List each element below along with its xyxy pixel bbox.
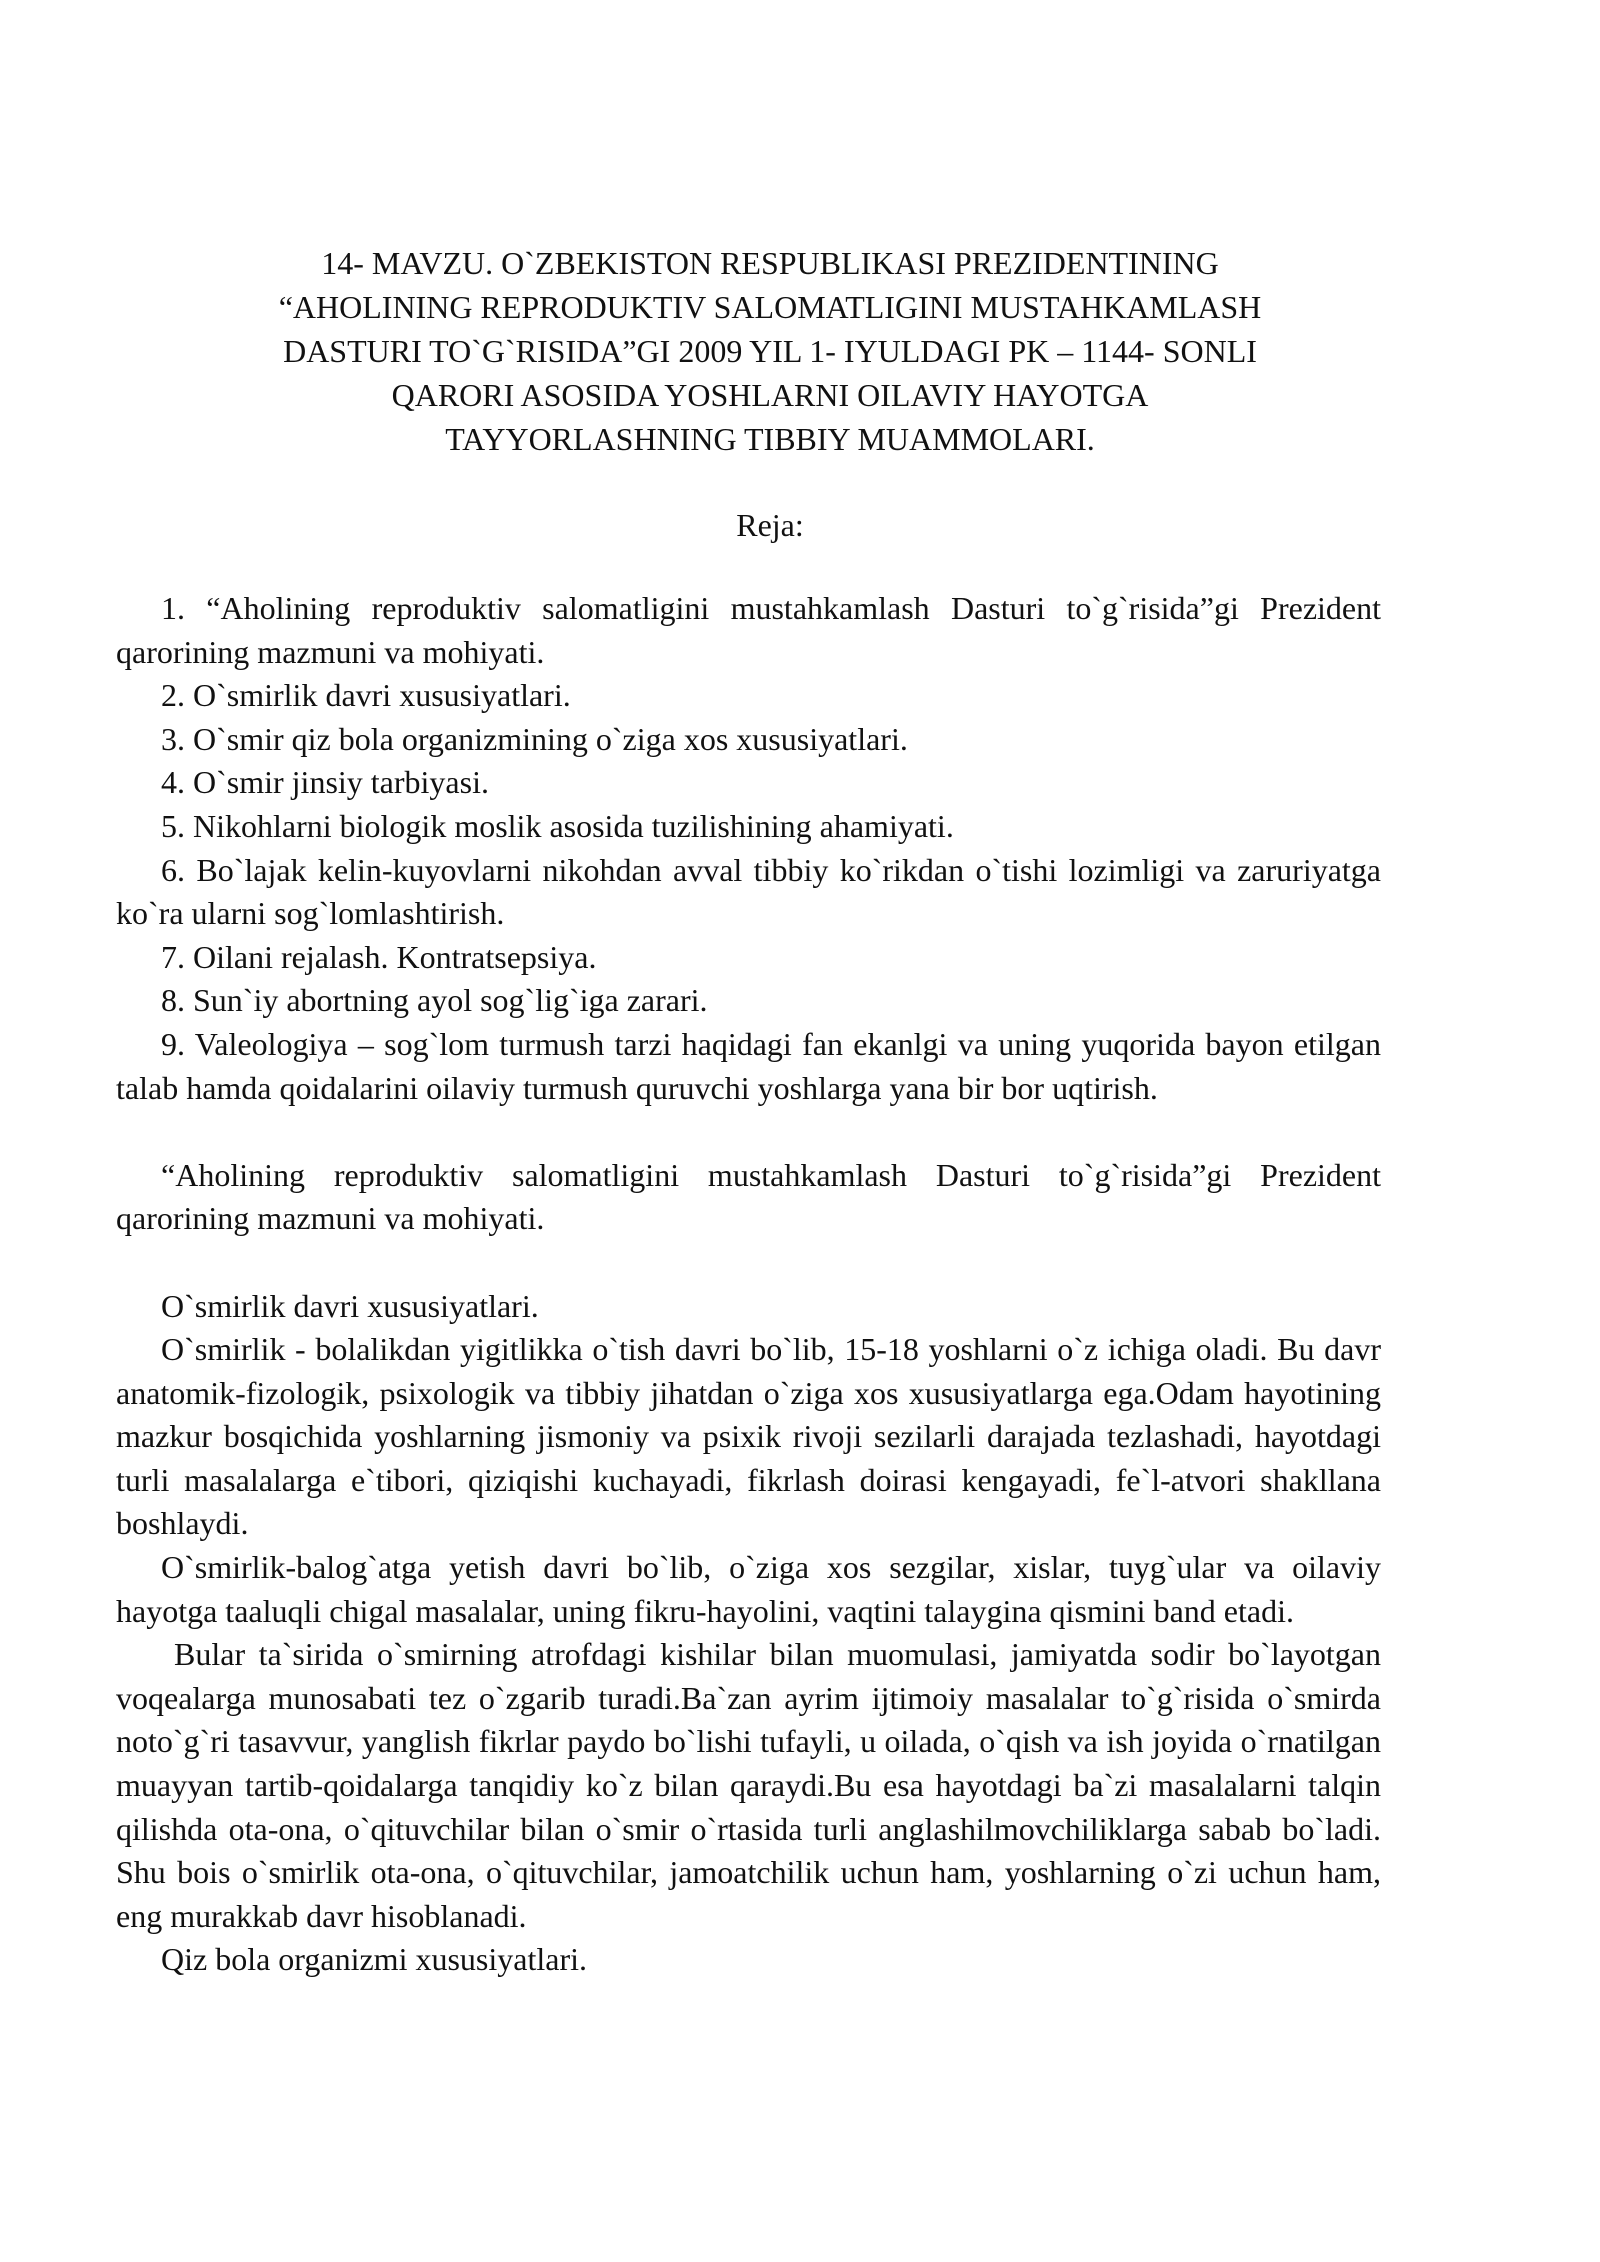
title-line: “AHOLINING REPRODUKTIV SALOMATLIGINI MUSTAHKAMLASH <box>278 289 1262 325</box>
body-paragraph-3: Bular ta`sirida o`smirning atrofdagi kishilar bilan muomulasi, jamiyatda sodir bo`layotgan voqealarga munosabati tez o`zgarib turadi.Ba`zan ayrim ijtimoiy masalalar to`g`risida o`smirda noto`g`ri tasavvur, yanglish fikrlar paydo bo`lishi tufayli, u oilada, o`qish va ish joyida o`rnatilgan muayyan tartib-qoidalarga tanqidiy ko`z bilan qaraydi.Bu esa hayotdagi ba`zi masalalarni talqin qilishda ota-ona, o`qituvchilar bilan o`smir o`rtasida turli anglashilmovchiliklarga sabab bo`ladi. Shu bois o`smirlik ota-ona, o`qituvchilar, jamoatchilik uchun ham, yoshlarning o`zi uchun ham, eng murakkab davr hisoblanadi. <box>116 1636 1381 1934</box>
plan-item-2: 2. O`smirlik davri xususiyatlari. <box>161 677 571 714</box>
body-paragraph-1: O`smirlik - bolalikdan yigitlikka o`tish davri bo`lib, 15-18 yoshlarni o`z ichiga oladi. Bu davr anatomik-fizologik, psixologik va tibbiy jihatdan o`ziga xos xususiyatlarga ega.Odam hayotining mazkur bosqichida yoshlarning jismoniy va psixik rivoji sezilarli darajada tezlashadi, hayotdagi turli masalalarga e`tibori, qiziqishi kuchayadi, fikrlash doirasi kengayadi, fe`l-atvori shakllana boshlaydi. <box>116 1331 1381 1542</box>
spacer <box>116 1110 1381 1154</box>
plan-item-3: 3. O`smir qiz bola organizmining o`ziga xos xususiyatlari. <box>161 720 908 757</box>
section-heading-2: O`smirlik davri xususiyatlari. <box>161 1287 539 1324</box>
title-line: 14- MAVZU. O`ZBEKISTON RESPUBLIKASI PREZIDENTINING <box>321 245 1219 281</box>
body-paragraph-2: O`smirlik-balog`atga yetish davri bo`lib, o`ziga xos sezgilar, xislar, tuyg`ular va oilaviy hayotga taaluqli chigal masalalar, uning fikru-hayolini, vaqtini talaygina qismini band etadi. <box>116 1549 1381 1629</box>
title-line: TAYYORLASHNING TIBBIY MUAMMOLARI. <box>445 421 1095 457</box>
plan-item-8: 8. Sun`iy abortning ayol sog`lig`iga zarari. <box>161 982 708 1019</box>
plan-item-1: 1. “Aholining reproduktiv salomatligini mustahkamlash Dasturi to`g`risida”gi Prezident qarorining mazmuni va mohiyati. <box>116 590 1381 670</box>
plan-item-5: 5. Nikohlarni biologik moslik asosida tuzilishining ahamiyati. <box>161 807 954 844</box>
document-body <box>116 587 1381 1982</box>
document-title <box>170 241 1370 461</box>
plan-item-4: 4. O`smir jinsiy tarbiyasi. <box>161 764 489 801</box>
spacer <box>116 1241 1381 1285</box>
plan-item-7: 7. Oilani rejalash. Kontratsepsiya. <box>161 938 597 975</box>
plan-heading: Reja: <box>736 507 804 543</box>
section-heading-3: Qiz bola organizmi xususiyatlari. <box>161 1941 587 1978</box>
plan-item-9: 9. Valeologiya – sog`lom turmush tarzi haqidagi fan ekanlgi va uning yuqorida bayon etilgan talab hamda qoidalarini oilaviy turmush quruvchi yoshlarga yana bir bor uqtirish. <box>116 1025 1381 1106</box>
section-heading-1: “Aholining reproduktiv salomatligini mustahkamlash Dasturi to`g`risida”gi Prezident qarorining mazmuni va mohiyati. <box>116 1156 1381 1237</box>
title-line: DASTURI TO`G`RISIDA”GI 2009 YIL 1- IYULDAGI PK – 1144- SONLI <box>283 333 1257 369</box>
title-line: QARORI ASOSIDA YOSHLARNI OILAVIY HAYOTGA <box>391 377 1149 413</box>
plan-item-6: 6. Bo`lajak kelin-kuyovlarni nikohdan avval tibbiy ko`rikdan o`tishi lozimligi va zaruriyatga ko`ra ularni sog`lomlashtirish. <box>116 851 1381 932</box>
